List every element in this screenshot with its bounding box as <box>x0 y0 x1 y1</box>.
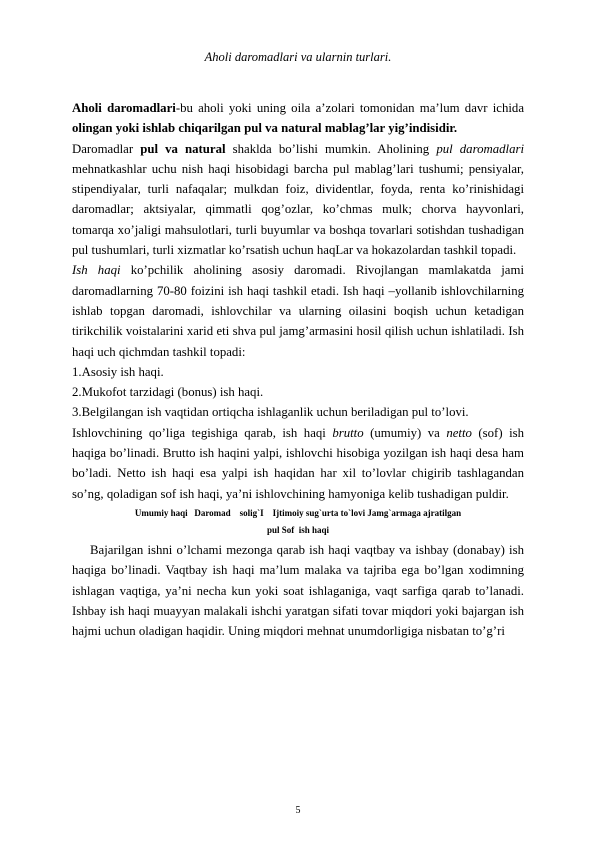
formula-line-2: pul Sof ish haqi <box>266 524 330 535</box>
page-number: 5 <box>295 805 301 816</box>
term-brutto: brutto <box>332 425 364 440</box>
page-title: Aholi daromadlari va ularnin turlari. <box>204 50 392 64</box>
term-netto: netto <box>446 425 472 440</box>
list-item: 3.Belgilangan ish vaqtidan ortiqcha ishlaganlik uchun beriladigan pul to’lovi. <box>72 405 469 420</box>
term-aholi-daromadlari: Aholi daromadlari <box>72 101 176 115</box>
formula-line-1: Umumiy haqi Daromad solig`I Ijtimoiy sug`urta to`lovi Jamg`armaga ajratilgan <box>134 507 462 518</box>
list-item: 2.Mukofot tarzidagi (bonus) ish haqi. <box>72 385 264 400</box>
paragraph-wage: Ish haqi ko’pchilik aholining asosiy daromadi. Rivojlangan mamlakatda jami daromadlarning 70-80 foizini ish haqi tashkil etadi. Ish haqi –yollanib ishlovchilarning ishlab topgan daromadi, ishlovchilar va ularning oilasini boqish uchun ketadigan tirikchilik voistalarini xarid eti shva pul jamg’armasini hosil qilish uchun ishlatiladi. Ish haqi uch qichmdan tashkil topadi: <box>72 263 524 359</box>
term-ish-haqi: Ish haqi <box>72 263 121 278</box>
paragraph-wage-types: Bajarilgan ishni o’lchami mezonga qarab ish haqi vaqtbay va ishbay (donabay) ish haqiga bo’linadi. Vaqtbay ish haqi ma’lum malaka va tajriba ega bo’lgan xodimning ishlagan vaqtiga, ya’ni necha kun yoki soat ishlaganiga, vaqt sarfiga qarab to’lanadi. Ishbay ish haqi muayyan malakali ishchi yaratgan sifati tovar miqdori yoki bajargan ish hajmi uchun oladigan haqidir. Uning miqdori mehnat unumdorligiga nisbatan to’g’ri <box>72 542 524 639</box>
list-item: 1.Asosiy ish haqi. <box>72 364 164 379</box>
document-body <box>72 98 524 641</box>
paragraph-income-forms: Daromadlar pul va natural shaklda bo’lishi mumkin. Aholining pul daromadlari mehnatkashlar uchu nish haqi hisobidagi barcha pul mablag’lari tushumi; pensiyalar, stipendiyalar, turli nafaqalar; mulkdan foiz, dividentlar, foyda, renta ko’rinishidagi daromadlar; aktsiyalar, qimmatli qog’ozlar, ko’chmas mulk; chorva hayvonlari, tomarqa xo’jaligi mahsulotlari, turli buyumlar va boshqa tovarlari sotishdan tushadigan pul tushumlari, turli xizmatlar ko’rsatish uchun haqLar va hokazolardan tashkil topadi. <box>72 141 524 258</box>
paragraph-definition: Aholi daromadlari-bu aholi yoki uning oila a’zolari tomonidan ma’lum davr ichida olingan yoki ishlab chiqarilgan pul va natural mablag’lar yig’indisidir. <box>72 101 524 136</box>
paragraph-brutto-netto: Ishlovchining qo’liga tegishiga qarab, ish haqi brutto (umumiy) va netto (sof) ish haqiga bo’linadi. Brutto ish haqini yalpi, ishlovchi hisobiga yozilgan ish haqi desa ham bo’ladi. Netto ish haqi esa yalpi ish haqidan har xil to’lovlar chigirib tashlagandan so’ng, qoladigan sof ish haqi, ya’ni ishlovchining hamyoniga kelib tushadigan puldir. <box>72 425 525 501</box>
term-pul-daromadlari: pul daromadlari <box>436 141 524 156</box>
term-pul-natural: pul va natural <box>140 141 226 156</box>
